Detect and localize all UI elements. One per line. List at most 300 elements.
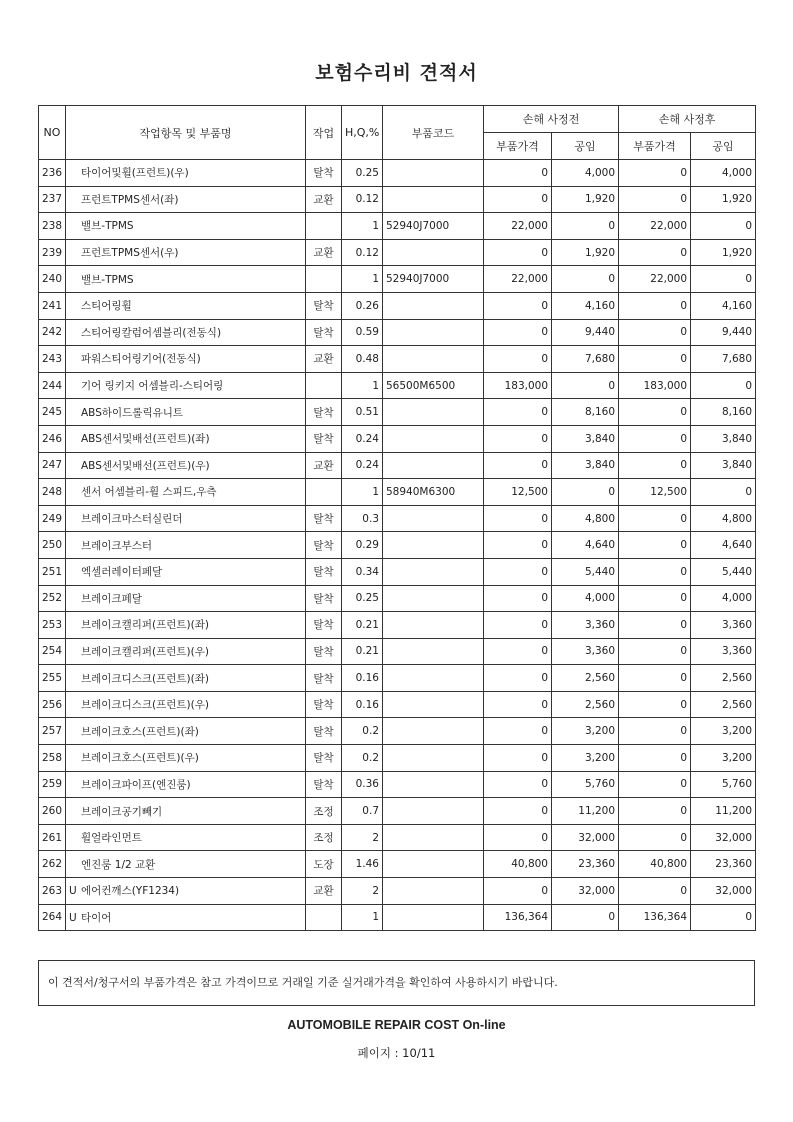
col-header-after-part-price: 부품가격 (619, 133, 691, 160)
row-no-value: 243 (42, 352, 63, 365)
row-part-code: 52940J7000 (383, 213, 484, 240)
row-before-part-price: 0 (484, 558, 552, 585)
row-no-value: 246 (42, 432, 63, 445)
table-row (39, 532, 756, 559)
row-before-labor: 11,200 (552, 798, 619, 825)
row-before-part-price: 0 (484, 585, 552, 612)
row-work: 탈착 (306, 585, 342, 612)
row-flag: U (69, 911, 77, 924)
row-after-labor: 2,560 (691, 665, 756, 692)
row-before-labor: 3,840 (552, 425, 619, 452)
row-item-name (66, 319, 306, 346)
row-after-labor: 7,680 (691, 346, 756, 373)
row-before-labor: 9,440 (552, 319, 619, 346)
row-before-labor: 0 (552, 372, 619, 399)
row-item-name (66, 824, 306, 851)
row-after-labor: 3,840 (691, 452, 756, 479)
row-after-labor: 4,160 (691, 292, 756, 319)
row-item-name (66, 691, 306, 718)
row-no-value: 253 (42, 618, 63, 631)
row-item-name (66, 585, 306, 612)
row-hq: 1 (342, 213, 383, 240)
row-before-labor: 4,800 (552, 505, 619, 532)
row-before-labor: 4,640 (552, 532, 619, 559)
row-work (306, 904, 342, 931)
row-item-name-text: 브레이크캘리퍼(프런트)(좌) (81, 619, 209, 632)
row-hq: 0.25 (342, 160, 383, 187)
row-item-name-text: 스티어링휠 (81, 300, 132, 313)
row-no (39, 160, 66, 187)
row-item-name (66, 505, 306, 532)
row-no-value: 239 (42, 246, 63, 259)
row-item-name-text: 프런트TPMS센서(우) (81, 247, 179, 260)
estimate-rows (39, 160, 756, 931)
row-before-part-price: 0 (484, 319, 552, 346)
table-row (39, 904, 756, 931)
row-item-name (66, 904, 306, 931)
row-no-value: 255 (42, 672, 63, 685)
row-after-labor: 32,000 (691, 824, 756, 851)
row-hq: 0.7 (342, 798, 383, 825)
row-item-name-text: 브레이크캘리퍼(프런트)(우) (81, 645, 209, 658)
row-no (39, 532, 66, 559)
row-before-part-price: 0 (484, 505, 552, 532)
row-part-code (383, 239, 484, 266)
row-no (39, 824, 66, 851)
row-before-labor: 3,200 (552, 745, 619, 772)
row-hq: 0.24 (342, 452, 383, 479)
row-item-name-text: 브레이크호스(프런트)(좌) (81, 725, 199, 738)
row-before-part-price: 12,500 (484, 479, 552, 506)
row-item-name-text: 파워스티어링기어(전동식) (81, 353, 201, 366)
col-header-hq: H,Q,% (342, 106, 383, 160)
row-before-labor: 5,440 (552, 558, 619, 585)
table-row (39, 319, 756, 346)
table-row (39, 160, 756, 187)
row-after-labor: 3,360 (691, 612, 756, 639)
row-item-name (66, 425, 306, 452)
row-before-part-price: 183,000 (484, 372, 552, 399)
row-after-part-price: 40,800 (619, 851, 691, 878)
row-no-value: 264 (42, 911, 63, 924)
row-after-labor: 4,000 (691, 585, 756, 612)
row-item-name (66, 612, 306, 639)
row-before-labor: 0 (552, 266, 619, 293)
col-header-before-labor: 공임 (552, 133, 619, 160)
row-after-part-price: 0 (619, 718, 691, 745)
row-after-part-price: 0 (619, 665, 691, 692)
row-work: 탈착 (306, 558, 342, 585)
row-before-part-price: 0 (484, 665, 552, 692)
row-before-labor: 0 (552, 213, 619, 240)
row-no (39, 266, 66, 293)
row-no-value: 256 (42, 698, 63, 711)
row-after-part-price: 136,364 (619, 904, 691, 931)
row-after-labor: 5,440 (691, 558, 756, 585)
row-item-name-text: 브레이크페달 (81, 592, 142, 605)
footer-brand: AUTOMOBILE REPAIR COST On-line (287, 1018, 506, 1032)
row-item-name (66, 266, 306, 293)
row-after-part-price: 0 (619, 878, 691, 905)
row-item-name-text: 브레이크디스크(프런트)(우) (81, 699, 209, 712)
row-work: 탈착 (306, 665, 342, 692)
table-row (39, 425, 756, 452)
row-work: 탈착 (306, 292, 342, 319)
row-item-name (66, 479, 306, 506)
row-item-name (66, 718, 306, 745)
row-no (39, 346, 66, 373)
row-hq: 1 (342, 266, 383, 293)
row-before-part-price: 0 (484, 824, 552, 851)
row-no (39, 186, 66, 213)
row-hq: 0.24 (342, 425, 383, 452)
row-before-labor: 4,000 (552, 160, 619, 187)
row-after-part-price: 0 (619, 292, 691, 319)
row-after-part-price: 0 (619, 745, 691, 772)
table-row (39, 558, 756, 585)
row-before-part-price: 0 (484, 399, 552, 426)
row-item-name (66, 878, 306, 905)
row-after-labor: 5,760 (691, 771, 756, 798)
row-after-labor: 2,560 (691, 691, 756, 718)
table-row (39, 213, 756, 240)
row-before-labor: 32,000 (552, 878, 619, 905)
row-no-value: 250 (42, 539, 63, 552)
row-before-labor: 3,360 (552, 638, 619, 665)
row-no (39, 771, 66, 798)
row-after-part-price: 0 (619, 532, 691, 559)
col-header-item: 작업항목 및 부품명 (66, 106, 306, 160)
row-work: 교환 (306, 186, 342, 213)
row-no (39, 213, 66, 240)
row-item-name (66, 665, 306, 692)
row-before-part-price: 0 (484, 186, 552, 213)
row-before-labor: 2,560 (552, 665, 619, 692)
row-no (39, 292, 66, 319)
row-item-name-text: 브레이크마스터실린더 (81, 513, 183, 526)
row-part-code: 58940M6300 (383, 479, 484, 506)
row-part-code: 56500M6500 (383, 372, 484, 399)
row-work: 탈착 (306, 718, 342, 745)
row-after-part-price: 12,500 (619, 479, 691, 506)
row-after-part-price: 0 (619, 399, 691, 426)
row-hq: 0.12 (342, 239, 383, 266)
row-item-name-text: 휠얼라인먼트 (81, 832, 142, 845)
row-item-name-text: 브레이크파이프(엔진룸) (81, 778, 191, 791)
table-row (39, 346, 756, 373)
row-no-value: 254 (42, 645, 63, 658)
page-title: 보험수리비 견적서 (315, 62, 478, 84)
row-hq: 0.25 (342, 585, 383, 612)
estimate-table (38, 105, 756, 931)
row-before-part-price: 136,364 (484, 904, 552, 931)
row-work: 탈착 (306, 532, 342, 559)
row-hq: 1 (342, 372, 383, 399)
table-row (39, 745, 756, 772)
row-after-part-price: 0 (619, 691, 691, 718)
row-no (39, 452, 66, 479)
row-hq: 0.48 (342, 346, 383, 373)
row-part-code (383, 319, 484, 346)
row-no (39, 505, 66, 532)
table-row (39, 186, 756, 213)
row-item-name-text: 엔진룸 1/2 교환 (81, 858, 156, 871)
row-part-code (383, 878, 484, 905)
row-no (39, 665, 66, 692)
col-header-after-labor: 공임 (691, 133, 756, 160)
row-after-part-price: 183,000 (619, 372, 691, 399)
table-row (39, 771, 756, 798)
row-item-name-text: 센서 어셈블리-휠 스피드,우측 (81, 486, 217, 499)
row-after-labor: 3,200 (691, 718, 756, 745)
row-before-labor: 5,760 (552, 771, 619, 798)
row-work (306, 213, 342, 240)
row-before-labor: 32,000 (552, 824, 619, 851)
row-after-part-price: 0 (619, 824, 691, 851)
row-no-value: 241 (42, 299, 63, 312)
row-before-labor: 1,920 (552, 186, 619, 213)
table-row (39, 585, 756, 612)
row-no (39, 691, 66, 718)
row-item-name (66, 239, 306, 266)
row-before-labor: 3,360 (552, 612, 619, 639)
row-no (39, 372, 66, 399)
row-work (306, 266, 342, 293)
row-before-part-price: 0 (484, 160, 552, 187)
row-hq: 0.59 (342, 319, 383, 346)
row-no (39, 425, 66, 452)
row-after-part-price: 22,000 (619, 266, 691, 293)
row-hq: 0.16 (342, 691, 383, 718)
row-before-part-price: 0 (484, 452, 552, 479)
row-work: 교환 (306, 239, 342, 266)
row-hq: 0.2 (342, 718, 383, 745)
row-item-name-text: ABS센서및배선(프런트)(좌) (81, 433, 210, 446)
row-after-part-price: 0 (619, 771, 691, 798)
table-row (39, 691, 756, 718)
row-before-labor: 0 (552, 904, 619, 931)
row-item-name (66, 372, 306, 399)
row-part-code (383, 532, 484, 559)
row-part-code (383, 824, 484, 851)
row-item-name-text: 기어 링키지 어셈블리-스티어링 (81, 380, 224, 393)
row-after-labor: 3,200 (691, 745, 756, 772)
table-row (39, 612, 756, 639)
row-item-name-text: 타이어 (81, 911, 112, 924)
row-part-code (383, 399, 484, 426)
row-item-name-text: 엑셀러레이터페달 (81, 566, 163, 579)
row-before-labor: 2,560 (552, 691, 619, 718)
row-no (39, 745, 66, 772)
row-no-value: 260 (42, 805, 63, 818)
row-work: 탈착 (306, 505, 342, 532)
row-no-value: 251 (42, 565, 63, 578)
row-hq: 0.12 (342, 186, 383, 213)
row-work: 조정 (306, 824, 342, 851)
row-work (306, 372, 342, 399)
row-before-part-price: 0 (484, 798, 552, 825)
row-part-code (383, 851, 484, 878)
row-after-labor: 0 (691, 266, 756, 293)
row-part-code (383, 718, 484, 745)
row-hq: 0.36 (342, 771, 383, 798)
row-before-part-price: 0 (484, 771, 552, 798)
row-item-name-text: 밸브-TPMS (81, 273, 134, 286)
row-before-part-price: 0 (484, 425, 552, 452)
row-item-name (66, 638, 306, 665)
row-item-name (66, 292, 306, 319)
col-header-work: 작업 (306, 106, 342, 160)
row-flag: U (69, 885, 77, 898)
row-hq: 0.51 (342, 399, 383, 426)
row-no-value: 252 (42, 592, 63, 605)
row-no-value: 249 (42, 512, 63, 525)
row-no (39, 585, 66, 612)
row-part-code (383, 425, 484, 452)
row-item-name-text: 브레이크디스크(프런트)(좌) (81, 672, 209, 685)
row-no-value: 244 (42, 379, 63, 392)
row-no (39, 479, 66, 506)
row-no-value: 259 (42, 778, 63, 791)
row-work: 탈착 (306, 425, 342, 452)
row-no-value: 248 (42, 485, 63, 498)
row-work: 탈착 (306, 691, 342, 718)
row-before-part-price: 0 (484, 239, 552, 266)
row-hq: 1.46 (342, 851, 383, 878)
row-part-code (383, 186, 484, 213)
row-before-labor: 0 (552, 479, 619, 506)
row-no-value: 261 (42, 831, 63, 844)
row-item-name (66, 558, 306, 585)
row-no (39, 878, 66, 905)
row-no-value: 237 (42, 193, 63, 206)
row-hq: 1 (342, 904, 383, 931)
row-after-labor: 1,920 (691, 186, 756, 213)
row-before-part-price: 22,000 (484, 266, 552, 293)
row-after-part-price: 0 (619, 186, 691, 213)
row-no (39, 319, 66, 346)
row-after-labor: 0 (691, 904, 756, 931)
row-part-code (383, 904, 484, 931)
row-work: 탈착 (306, 399, 342, 426)
price-notice-text: 이 견적서/청구서의 부품가격은 참고 가격이므로 거래일 기준 실거래가격을 확인하여 사용하시기 바랍니다. (48, 976, 558, 989)
row-before-part-price: 40,800 (484, 851, 552, 878)
table-row (39, 479, 756, 506)
row-hq: 0.29 (342, 532, 383, 559)
table-row (39, 638, 756, 665)
row-item-name-text: 브레이크호스(프런트)(우) (81, 752, 199, 765)
row-after-part-price: 0 (619, 319, 691, 346)
table-row (39, 718, 756, 745)
row-hq: 0.26 (342, 292, 383, 319)
row-after-labor: 4,000 (691, 160, 756, 187)
row-part-code (383, 612, 484, 639)
row-before-labor: 23,360 (552, 851, 619, 878)
price-notice (38, 960, 755, 1006)
row-no (39, 399, 66, 426)
row-no (39, 718, 66, 745)
row-after-part-price: 0 (619, 425, 691, 452)
row-after-part-price: 0 (619, 239, 691, 266)
row-hq: 0.2 (342, 745, 383, 772)
row-work: 탈착 (306, 638, 342, 665)
row-hq: 0.3 (342, 505, 383, 532)
table-row (39, 399, 756, 426)
row-after-labor: 3,840 (691, 425, 756, 452)
row-item-name-text: 브레이크공기빼기 (81, 805, 163, 818)
row-hq: 0.34 (342, 558, 383, 585)
row-no-value: 247 (42, 459, 63, 472)
row-part-code (383, 452, 484, 479)
row-no (39, 638, 66, 665)
row-part-code (383, 745, 484, 772)
row-after-part-price: 0 (619, 160, 691, 187)
row-part-code (383, 346, 484, 373)
row-work: 교환 (306, 878, 342, 905)
row-after-labor: 8,160 (691, 399, 756, 426)
row-after-labor: 32,000 (691, 878, 756, 905)
row-after-part-price: 0 (619, 452, 691, 479)
row-part-code (383, 691, 484, 718)
row-part-code (383, 160, 484, 187)
row-no (39, 851, 66, 878)
row-part-code (383, 585, 484, 612)
col-header-after: 손해 사정후 (619, 106, 756, 133)
table-row (39, 372, 756, 399)
row-after-labor: 0 (691, 213, 756, 240)
row-item-name-text: ABS하이드롤릭유니트 (81, 406, 184, 419)
table-row (39, 665, 756, 692)
row-no-value: 262 (42, 858, 63, 871)
row-after-labor: 9,440 (691, 319, 756, 346)
table-row (39, 851, 756, 878)
row-part-code (383, 771, 484, 798)
row-before-part-price: 0 (484, 878, 552, 905)
row-no-value: 242 (42, 326, 63, 339)
row-before-part-price: 0 (484, 638, 552, 665)
table-row (39, 292, 756, 319)
row-item-name (66, 213, 306, 240)
row-no-value: 263 (42, 884, 63, 897)
row-work: 탈착 (306, 160, 342, 187)
table-row (39, 452, 756, 479)
row-work: 탈착 (306, 612, 342, 639)
row-no-value: 258 (42, 751, 63, 764)
row-no (39, 612, 66, 639)
row-no (39, 239, 66, 266)
row-after-part-price: 0 (619, 505, 691, 532)
row-before-labor: 4,160 (552, 292, 619, 319)
row-part-code (383, 558, 484, 585)
table-row (39, 266, 756, 293)
row-after-part-price: 0 (619, 346, 691, 373)
row-work: 도장 (306, 851, 342, 878)
col-header-before-part-price: 부품가격 (484, 133, 552, 160)
row-before-part-price: 0 (484, 718, 552, 745)
row-item-name (66, 452, 306, 479)
row-work: 조정 (306, 798, 342, 825)
row-before-part-price: 0 (484, 292, 552, 319)
row-hq: 2 (342, 878, 383, 905)
row-part-code (383, 505, 484, 532)
row-before-labor: 3,840 (552, 452, 619, 479)
row-before-labor: 7,680 (552, 346, 619, 373)
row-after-part-price: 0 (619, 558, 691, 585)
row-hq: 2 (342, 824, 383, 851)
table-row (39, 239, 756, 266)
row-before-labor: 8,160 (552, 399, 619, 426)
row-no (39, 558, 66, 585)
